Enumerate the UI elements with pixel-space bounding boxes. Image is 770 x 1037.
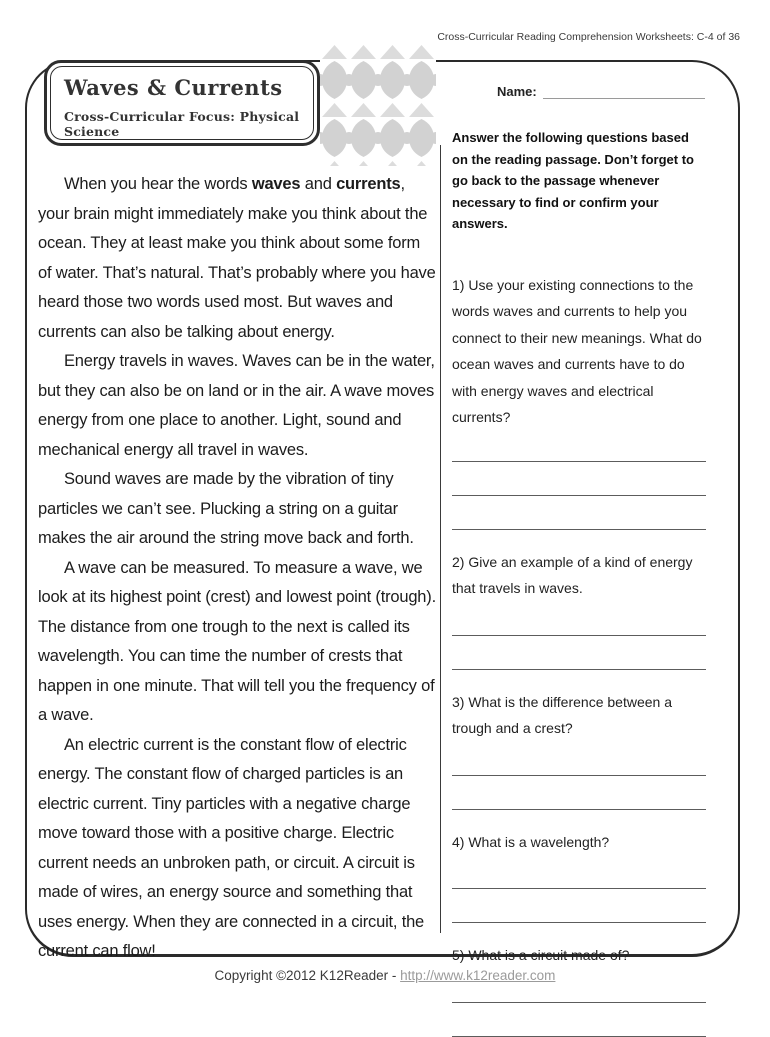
answer-line	[452, 496, 706, 530]
k12reader-link[interactable]: http://www.k12reader.com	[400, 968, 556, 983]
title-box-inner-border	[50, 66, 314, 140]
name-label: Name:	[497, 84, 537, 99]
answer-line	[452, 1003, 706, 1037]
name-field	[497, 84, 705, 99]
worksheet-series-label: Cross-Curricular Reading Comprehension Worksheets: C-4 of 36	[437, 31, 740, 43]
question-2-text: 2) Give an example of a kind of energy that travels in waves.	[452, 553, 693, 596]
page-subtitle: Cross-Curricular Focus: Physical Science	[64, 109, 300, 139]
question-3	[452, 689, 706, 810]
passage-paragraph-4: A wave can be measured. To measure a wave, we look at its highest point (crest) and lowest point (trough). The distance from one trough to the next is called its wavelength. You can time the number of crests that happen in one minute. That will tell you the frequency of a wave.	[38, 558, 436, 724]
passage-text: , your brain might immediately make you think about the ocean. They at least make you think about some form of water. That’s natural. That’s probably where you have heard those two words used most. But waves and currents can also be talking about energy.	[38, 175, 436, 341]
passage-text: When you hear the words	[64, 175, 252, 193]
question-2	[452, 549, 706, 670]
keyword-waves: waves	[251, 175, 301, 193]
passage-text: and	[300, 175, 337, 193]
answer-line	[452, 889, 706, 923]
question-1-text: 1) Use your existing connections to the words waves and currents to help you connect to their new meanings. What do ocean waves and currents have to do with energy waves and electrical currents?	[452, 276, 702, 425]
question-5	[452, 942, 706, 1037]
answer-line	[452, 969, 706, 1003]
name-write-line	[543, 85, 705, 99]
answer-line	[452, 636, 706, 670]
answer-line	[452, 742, 706, 776]
title-box	[44, 60, 320, 146]
answer-line	[452, 431, 706, 462]
page-title: Waves & Currents	[64, 75, 283, 100]
wave-pattern-svg	[320, 44, 436, 166]
questions-instructions: Answer the following questions based on the reading passage. Don’t forget to go back to the passage whenever necessary to find or confirm your answers.	[452, 130, 694, 231]
copyright-text: Copyright ©2012 K12Reader -	[214, 968, 401, 983]
question-4	[452, 829, 706, 924]
column-divider-line	[440, 145, 441, 933]
wave-pattern-decoration	[320, 44, 436, 166]
question-3-text: 3) What is the difference between a trough and a crest?	[452, 693, 672, 736]
keyword-currents: currents	[336, 175, 401, 193]
answer-line	[452, 855, 706, 889]
answer-line	[452, 776, 706, 810]
question-1	[452, 272, 706, 530]
reading-passage	[38, 170, 437, 967]
passage-paragraph-3: Sound waves are made by the vibration of tiny particles we can’t see. Plucking a string on a guitar makes the air around the string move back and forth.	[38, 470, 414, 547]
question-5-text: 5) What is a circuit made of?	[452, 947, 630, 963]
answer-line	[452, 462, 706, 496]
passage-paragraph-1	[38, 170, 437, 347]
passage-paragraph-5: An electric current is the constant flow of electric energy. The constant flow of charged particles is an electric current. Tiny particles with a negative charge move toward those with a positive charge. Electric current needs an unbroken path, or circuit. A circuit is made of wires, an energy source and something that uses energy. When they are connected in a circuit, the current can flow!	[38, 735, 425, 960]
question-4-text: 4) What is a wavelength?	[452, 833, 610, 850]
passage-paragraph-2: Energy travels in waves. Waves can be in the water, but they can also be on land or in the air. A wave moves energy from one place to another. Light, sound and mechanical energy all travel in waves.	[38, 352, 435, 459]
questions-column	[452, 127, 706, 1037]
answer-line	[452, 602, 706, 636]
